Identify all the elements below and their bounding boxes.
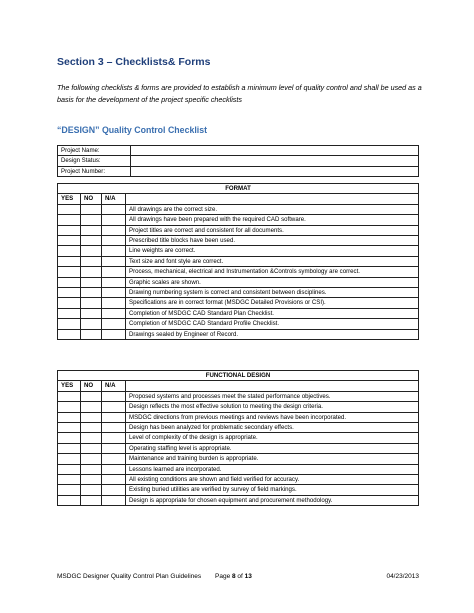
yes-checkbox-cell[interactable] bbox=[58, 288, 81, 298]
yes-column-header: YES bbox=[58, 194, 81, 204]
na-checkbox-cell[interactable] bbox=[102, 454, 126, 464]
checklist-item-text: Specifications are in correct format (MSDGC Detailed Provisions or CSI). bbox=[126, 298, 419, 308]
checklist-row bbox=[58, 256, 419, 266]
checklist-item-text: Level of complexity of the design is appropriate. bbox=[126, 433, 419, 443]
checklist-row bbox=[58, 215, 419, 225]
item-column-header bbox=[126, 194, 419, 204]
checklist-row bbox=[58, 267, 419, 277]
na-checkbox-cell[interactable] bbox=[102, 277, 126, 287]
checklist-item-text: Design reflects the most effective solution to meeting the design criteria. bbox=[126, 402, 419, 412]
checklist-item-text: Drawings sealed by Engineer of Record. bbox=[126, 329, 419, 339]
intro-paragraph: The following checklists & forms are provided to establish a minimum level of quality control and shall be used as a basis for the development of the project specific checklists bbox=[57, 83, 422, 104]
checklist-item-text: MSDGC directions from previous meetings and reviews have been incorporated. bbox=[126, 412, 419, 422]
no-checkbox-cell[interactable] bbox=[81, 319, 102, 329]
item-column-header bbox=[126, 381, 419, 391]
na-checkbox-cell[interactable] bbox=[102, 298, 126, 308]
yes-checkbox-cell[interactable] bbox=[58, 423, 81, 433]
checklist-item-text: All drawings are the correct size. bbox=[126, 204, 419, 214]
yes-checkbox-cell[interactable] bbox=[58, 236, 81, 246]
design-status-label: Design Status: bbox=[58, 156, 131, 166]
no-checkbox-cell[interactable] bbox=[81, 298, 102, 308]
no-checkbox-cell[interactable] bbox=[81, 246, 102, 256]
yes-checkbox-cell[interactable] bbox=[58, 298, 81, 308]
na-checkbox-cell[interactable] bbox=[102, 402, 126, 412]
no-checkbox-cell[interactable] bbox=[81, 464, 102, 474]
checklist-item-text: Completion of MSDGC CAD Standard Plan Checklist. bbox=[126, 308, 419, 318]
checklist-row bbox=[58, 391, 419, 401]
yes-checkbox-cell[interactable] bbox=[58, 215, 81, 225]
no-checkbox-cell[interactable] bbox=[81, 236, 102, 246]
checklist-row bbox=[58, 308, 419, 318]
checklist-row bbox=[58, 298, 419, 308]
checklist-item-text: Prescribed title blocks have been used. bbox=[126, 236, 419, 246]
checklist-row bbox=[58, 236, 419, 246]
na-column-header: N/A bbox=[102, 381, 126, 391]
yes-checkbox-cell[interactable] bbox=[58, 329, 81, 339]
checklist-item-text: Design has been analyzed for problematic secondary effects. bbox=[126, 423, 419, 433]
functional-design-header: FUNCTIONAL DESIGN bbox=[58, 371, 419, 381]
checklist-row bbox=[58, 464, 419, 474]
na-checkbox-cell[interactable] bbox=[102, 319, 126, 329]
na-checkbox-cell[interactable] bbox=[102, 495, 126, 505]
na-checkbox-cell[interactable] bbox=[102, 256, 126, 266]
page-prefix: Page bbox=[215, 573, 232, 580]
checklist-row bbox=[58, 225, 419, 235]
project-row bbox=[58, 156, 419, 166]
project-name-label: Project Name: bbox=[58, 146, 131, 156]
checklist-row bbox=[58, 423, 419, 433]
checklist-row bbox=[58, 288, 419, 298]
checklist-row bbox=[58, 319, 419, 329]
na-checkbox-cell[interactable] bbox=[102, 412, 126, 422]
design-status-value[interactable] bbox=[131, 156, 419, 166]
yes-checkbox-cell[interactable] bbox=[58, 246, 81, 256]
project-number-value[interactable] bbox=[131, 166, 419, 176]
no-column-header: NO bbox=[81, 194, 102, 204]
checklist-item-text: Drawing numbering system is correct and consistent between disciplines. bbox=[126, 288, 419, 298]
yes-checkbox-cell[interactable] bbox=[58, 495, 81, 505]
project-name-value[interactable] bbox=[131, 146, 419, 156]
no-checkbox-cell[interactable] bbox=[81, 204, 102, 214]
no-checkbox-cell[interactable] bbox=[81, 225, 102, 235]
checklist-row bbox=[58, 246, 419, 256]
checklist-item-text: All existing conditions are shown and field verified for accuracy. bbox=[126, 475, 419, 485]
na-checkbox-cell[interactable] bbox=[102, 225, 126, 235]
footer-date: 04/23/2013 bbox=[386, 573, 419, 580]
na-checkbox-cell[interactable] bbox=[102, 391, 126, 401]
checklist-row bbox=[58, 433, 419, 443]
no-checkbox-cell[interactable] bbox=[81, 391, 102, 401]
yes-column-header: YES bbox=[58, 381, 81, 391]
checklist-row bbox=[58, 204, 419, 214]
page-current: 8 bbox=[232, 573, 236, 580]
na-checkbox-cell[interactable] bbox=[102, 236, 126, 246]
no-checkbox-cell[interactable] bbox=[81, 277, 102, 287]
footer-document-title: MSDGC Designer Quality Control Plan Guidelines bbox=[57, 573, 202, 580]
no-checkbox-cell[interactable] bbox=[81, 443, 102, 453]
no-checkbox-cell[interactable] bbox=[81, 433, 102, 443]
no-checkbox-cell[interactable] bbox=[81, 485, 102, 495]
project-row bbox=[58, 146, 419, 156]
project-info-table bbox=[57, 145, 419, 177]
na-checkbox-cell[interactable] bbox=[102, 288, 126, 298]
yes-checkbox-cell[interactable] bbox=[58, 475, 81, 485]
checklist-row bbox=[58, 475, 419, 485]
format-checklist-table bbox=[57, 183, 419, 340]
checklist-item-text: Operating staffing level is appropriate. bbox=[126, 443, 419, 453]
checklist-item-text: Lessons learned are incorporated. bbox=[126, 464, 419, 474]
checklist-row bbox=[58, 495, 419, 505]
checklist-item-text: Design is appropriate for chosen equipment and procurement methodology. bbox=[126, 495, 419, 505]
no-checkbox-cell[interactable] bbox=[81, 267, 102, 277]
yes-checkbox-cell[interactable] bbox=[58, 433, 81, 443]
checklist-item-text: Project titles are correct and consistent for all documents. bbox=[126, 225, 419, 235]
section-title: Section 3 – Checklists& Forms bbox=[57, 56, 211, 68]
no-checkbox-cell[interactable] bbox=[81, 454, 102, 464]
na-checkbox-cell[interactable] bbox=[102, 443, 126, 453]
no-checkbox-cell[interactable] bbox=[81, 402, 102, 412]
checklist-row bbox=[58, 412, 419, 422]
no-checkbox-cell[interactable] bbox=[81, 215, 102, 225]
no-checkbox-cell[interactable] bbox=[81, 423, 102, 433]
no-column-header: NO bbox=[81, 381, 102, 391]
yes-checkbox-cell[interactable] bbox=[58, 454, 81, 464]
checklist-row bbox=[58, 402, 419, 412]
yes-checkbox-cell[interactable] bbox=[58, 267, 81, 277]
checklist-item-text: Process, mechanical, electrical and Instrumentation &Controls symbology are correct. bbox=[126, 267, 419, 277]
yes-checkbox-cell[interactable] bbox=[58, 204, 81, 214]
yes-checkbox-cell[interactable] bbox=[58, 485, 81, 495]
checklist-row bbox=[58, 329, 419, 339]
checklist-item-text: Text size and font style are correct. bbox=[126, 256, 419, 266]
na-checkbox-cell[interactable] bbox=[102, 267, 126, 277]
yes-checkbox-cell[interactable] bbox=[58, 464, 81, 474]
no-checkbox-cell[interactable] bbox=[81, 329, 102, 339]
checklist-row bbox=[58, 454, 419, 464]
no-checkbox-cell[interactable] bbox=[81, 308, 102, 318]
page-total: 13 bbox=[244, 573, 252, 580]
na-checkbox-cell[interactable] bbox=[102, 329, 126, 339]
checklist-item-text: Maintenance and training burden is appropriate. bbox=[126, 454, 419, 464]
checklist-row bbox=[58, 443, 419, 453]
no-checkbox-cell[interactable] bbox=[81, 256, 102, 266]
na-checkbox-cell[interactable] bbox=[102, 433, 126, 443]
yes-checkbox-cell[interactable] bbox=[58, 308, 81, 318]
project-row bbox=[58, 166, 419, 176]
na-checkbox-cell[interactable] bbox=[102, 464, 126, 474]
na-checkbox-cell[interactable] bbox=[102, 423, 126, 433]
no-checkbox-cell[interactable] bbox=[81, 475, 102, 485]
na-checkbox-cell[interactable] bbox=[102, 308, 126, 318]
na-checkbox-cell[interactable] bbox=[102, 475, 126, 485]
no-checkbox-cell[interactable] bbox=[81, 412, 102, 422]
checklist-item-text: Line weights are correct. bbox=[126, 246, 419, 256]
page-of: of bbox=[235, 573, 245, 580]
na-checkbox-cell[interactable] bbox=[102, 204, 126, 214]
yes-checkbox-cell[interactable] bbox=[58, 412, 81, 422]
yes-checkbox-cell[interactable] bbox=[58, 277, 81, 287]
na-column-header: N/A bbox=[102, 194, 126, 204]
yes-checkbox-cell[interactable] bbox=[58, 225, 81, 235]
yes-checkbox-cell[interactable] bbox=[58, 256, 81, 266]
footer-page-number bbox=[215, 573, 252, 580]
checklist-item-text: Completion of MSDGC CAD Standard Profile Checklist. bbox=[126, 319, 419, 329]
checklist-item-text: Proposed systems and processes meet the stated performance objectives. bbox=[126, 391, 419, 401]
checklist-item-text: Existing buried utilities are verified by survey of field markings. bbox=[126, 485, 419, 495]
checklist-item-text: Graphic scales are shown. bbox=[126, 277, 419, 287]
yes-checkbox-cell[interactable] bbox=[58, 391, 81, 401]
no-checkbox-cell[interactable] bbox=[81, 495, 102, 505]
yes-checkbox-cell[interactable] bbox=[58, 443, 81, 453]
na-checkbox-cell[interactable] bbox=[102, 215, 126, 225]
checklist-item-text: All drawings have been prepared with the required CAD software. bbox=[126, 215, 419, 225]
checklist-row bbox=[58, 485, 419, 495]
no-checkbox-cell[interactable] bbox=[81, 288, 102, 298]
project-number-label: Project Number: bbox=[58, 166, 131, 176]
yes-checkbox-cell[interactable] bbox=[58, 402, 81, 412]
na-checkbox-cell[interactable] bbox=[102, 246, 126, 256]
checklist-row bbox=[58, 277, 419, 287]
functional-design-checklist-table bbox=[57, 370, 419, 506]
yes-checkbox-cell[interactable] bbox=[58, 319, 81, 329]
na-checkbox-cell[interactable] bbox=[102, 485, 126, 495]
checklist-title: “DESIGN” Quality Control Checklist bbox=[57, 125, 208, 135]
format-header: FORMAT bbox=[58, 184, 419, 194]
